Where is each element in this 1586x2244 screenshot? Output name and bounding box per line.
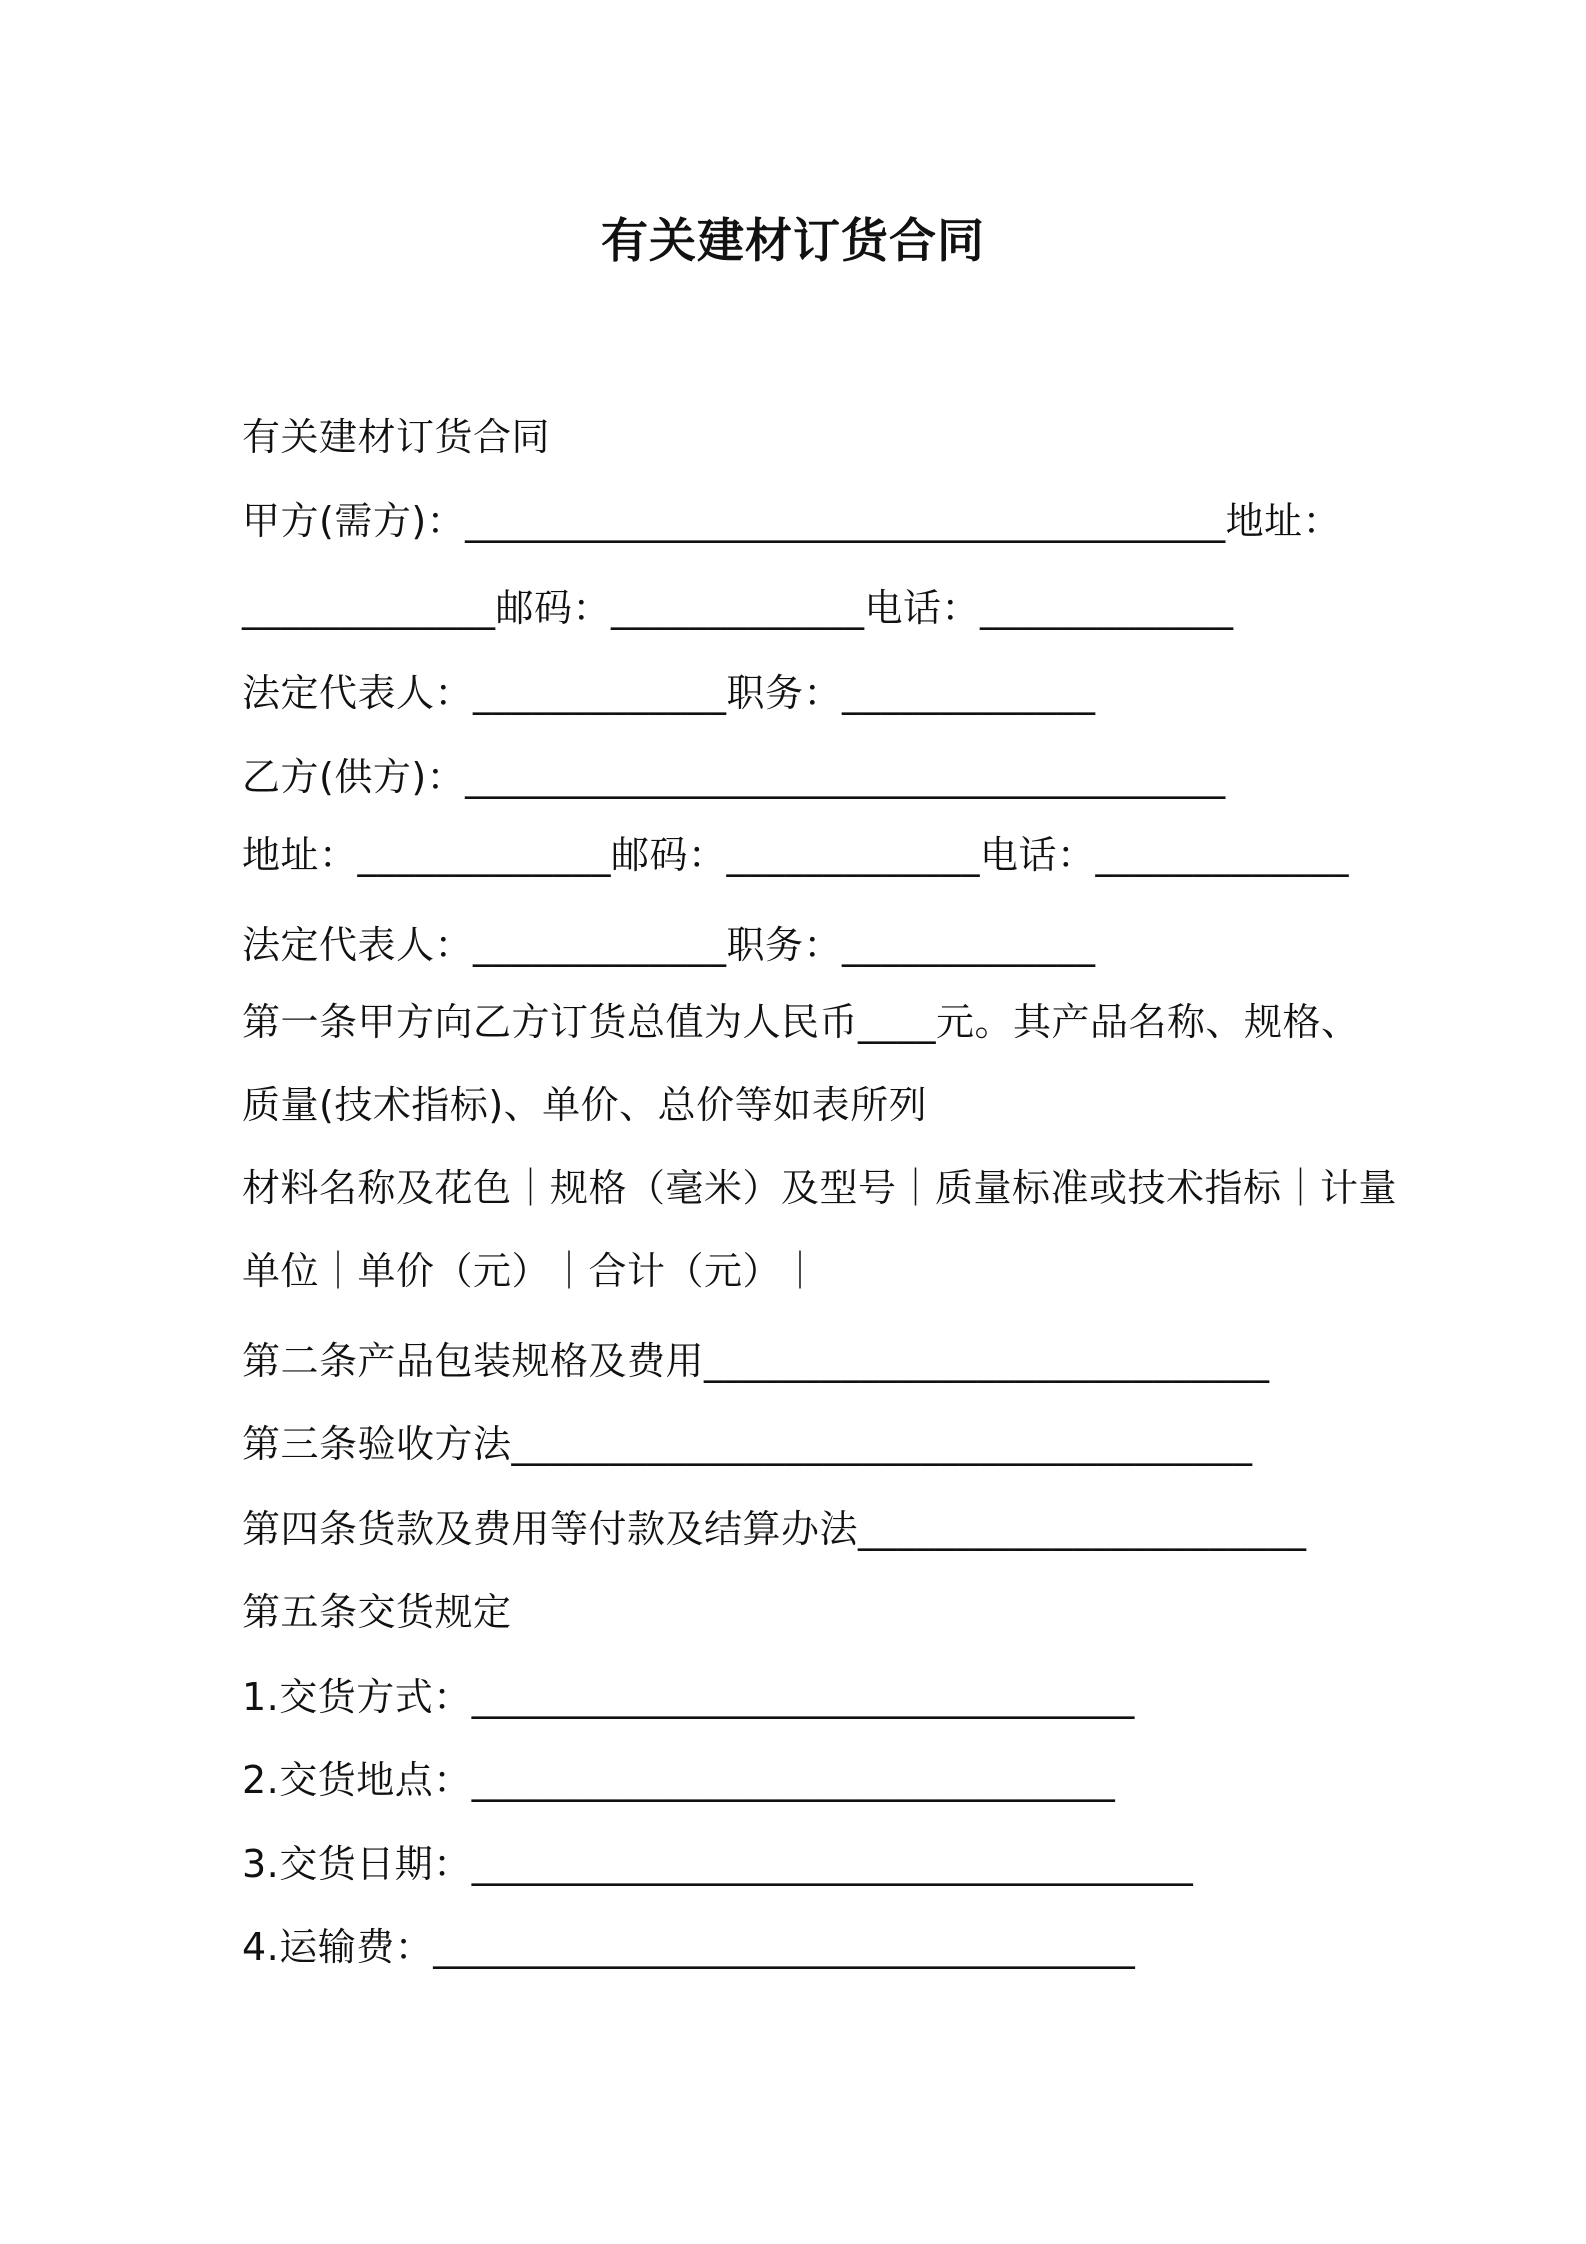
delivery-place-line: 2.交货地点：_________________________________ xyxy=(242,1758,1116,1802)
article-5-heading: 第五条交货规定 xyxy=(242,1590,512,1634)
article-1-line-2: 质量(技术指标)、单价、总价等如表所列 xyxy=(242,1083,928,1127)
party-b-contact-line: 地址：_____________邮码：_____________电话：_____________ xyxy=(242,833,1350,877)
delivery-method-line: 1.交货方式：__________________________________ xyxy=(242,1675,1135,1719)
article-2-line: 第二条产品包装规格及费用_____________________________ xyxy=(242,1339,1270,1383)
party-b-rep-line: 法定代表人：_____________职务：_____________ xyxy=(242,923,1096,967)
contract-heading: 有关建材订货合同 xyxy=(242,415,551,459)
article-3-line: 第三条验收方法______________________________________ xyxy=(242,1422,1253,1466)
party-a-rep-line: 法定代表人：_____________职务：_____________ xyxy=(242,671,1096,715)
table-header-line-1: 材料名称及花色｜规格（毫米）及型号｜质量标准或技术指标｜计量 xyxy=(242,1166,1398,1210)
party-b-name-line: 乙方(供方)：_______________________________________ xyxy=(242,755,1226,799)
delivery-date-line: 3.交货日期：_____________________________________ xyxy=(242,1842,1194,1886)
article-4-line: 第四条货款及费用等付款及结算办法_______________________ xyxy=(242,1507,1307,1551)
document-title: 有关建材订货合同 xyxy=(601,214,985,269)
table-header-line-2: 单位｜单价（元）｜合计（元）｜ xyxy=(242,1249,820,1293)
shipping-fee-line: 4.运输费：____________________________________ xyxy=(242,1925,1136,1969)
party-a-name-line: 甲方(需方)：_______________________________________地址： xyxy=(242,499,1342,543)
party-a-contact-line: _____________邮码：_____________电话：_____________ xyxy=(242,586,1234,630)
article-1-line-1: 第一条甲方向乙方订货总值为人民币____元。其产品名称、规格、 xyxy=(242,1000,1360,1044)
